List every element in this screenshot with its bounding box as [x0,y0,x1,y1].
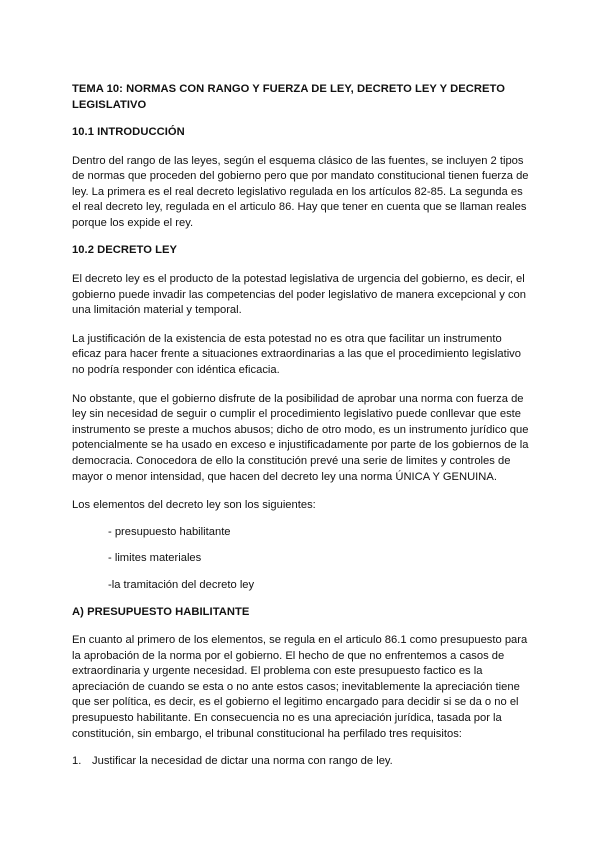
requirement-text: Justificar la necesidad de dictar una norma con rango de ley. [92,755,393,768]
paragraph-decreto-ley-3: No obstante, que el gobierno disfrute de la posibilidad de aprobar una norma con fuerza de ley sin necesidad de seguir o cumplir el procedimiento legislativo puede conllevar que este instrumento se preste a muchos abusos; dicho de otro modo, es un instrumento jurídico que potencialmente se ha usado en exceso e injustificadamente por parte de los gobiernos de la democracia. Conocedora de ello la constitución prevé una serie de limites y controles de mayor o menor intensidad, que hacen del decreto ley una norma ÚNICA Y GENUINA. [72,392,529,483]
paragraph-presupuesto: En cuanto al primero de los elementos, se regula en el articulo 86.1 como presupuesto para la aprobación de la norma por el gobierno. El hecho de que no enfrentemos a casos de extraordinaria y urgente necesidad. El problema con este presupuesto factico es la apreciación de cuando se esta o no ante estos casos; inevitablemente la apreciación tiene que ser política, es decir, es el gobierno el legitimo encargado para decidir si se da o no el presupuesto habilitante. En consecuencia no es una apreciación jurídica, tasada por la constitución, sin embargo, el tribunal constitucional ha perfilado tres requisitos: [72,633,528,740]
section-heading-intro: 10.1 INTRODUCCIÓN [72,126,185,138]
paragraph-intro: Dentro del rango de las leyes, según el esquema clásico de las fuentes, se incluyen 2 tipos de normas que proceden del gobierno pero que por mandato constitucional tienen fuerza de ley. La primera es el real decreto legislativo regulada en los artículos 82-85. La segunda es el real decreto ley, regulada en el articulo 86. Hay que tener en cuenta que se llaman reales porque los expide el rey. [72,154,529,229]
list-item-element-1: - presupuesto habilitante [108,525,231,538]
requirement-number: 1. [72,755,82,768]
section-heading-presupuesto: A) PRESUPUESTO HABILITANTE [72,606,250,619]
section-heading-decreto-ley: 10.2 DECRETO LEY [72,244,178,257]
paragraph-decreto-ley-4: Los elementos del decreto ley son los siguientes: [72,499,316,512]
paragraph-decreto-ley-2: La justificación de la existencia de esta potestad no es otra que facilitar un instrumento eficaz para hacer frente a situaciones extraordinarias a las que el procedimiento legislativo no podría responder con idéntica eficacia. [72,332,521,376]
list-item-requirement-1 [72,754,530,770]
list-item-element-2: - limites materiales [108,552,202,565]
document-title: TEMA 10: NORMAS CON RANGO Y FUERZA DE LEY, DECRETO LEY Y DECRETO LEGISLATIVO [72,83,505,111]
list-item-element-3: -la tramitación del decreto ley [108,578,255,591]
paragraph-decreto-ley-1: El decreto ley es el producto de la potestad legislativa de urgencia del gobierno, es decir, el gobierno puede invadir las competencias del poder legislativo de manera excepcional y con una limitación material y temporal. [72,272,526,317]
